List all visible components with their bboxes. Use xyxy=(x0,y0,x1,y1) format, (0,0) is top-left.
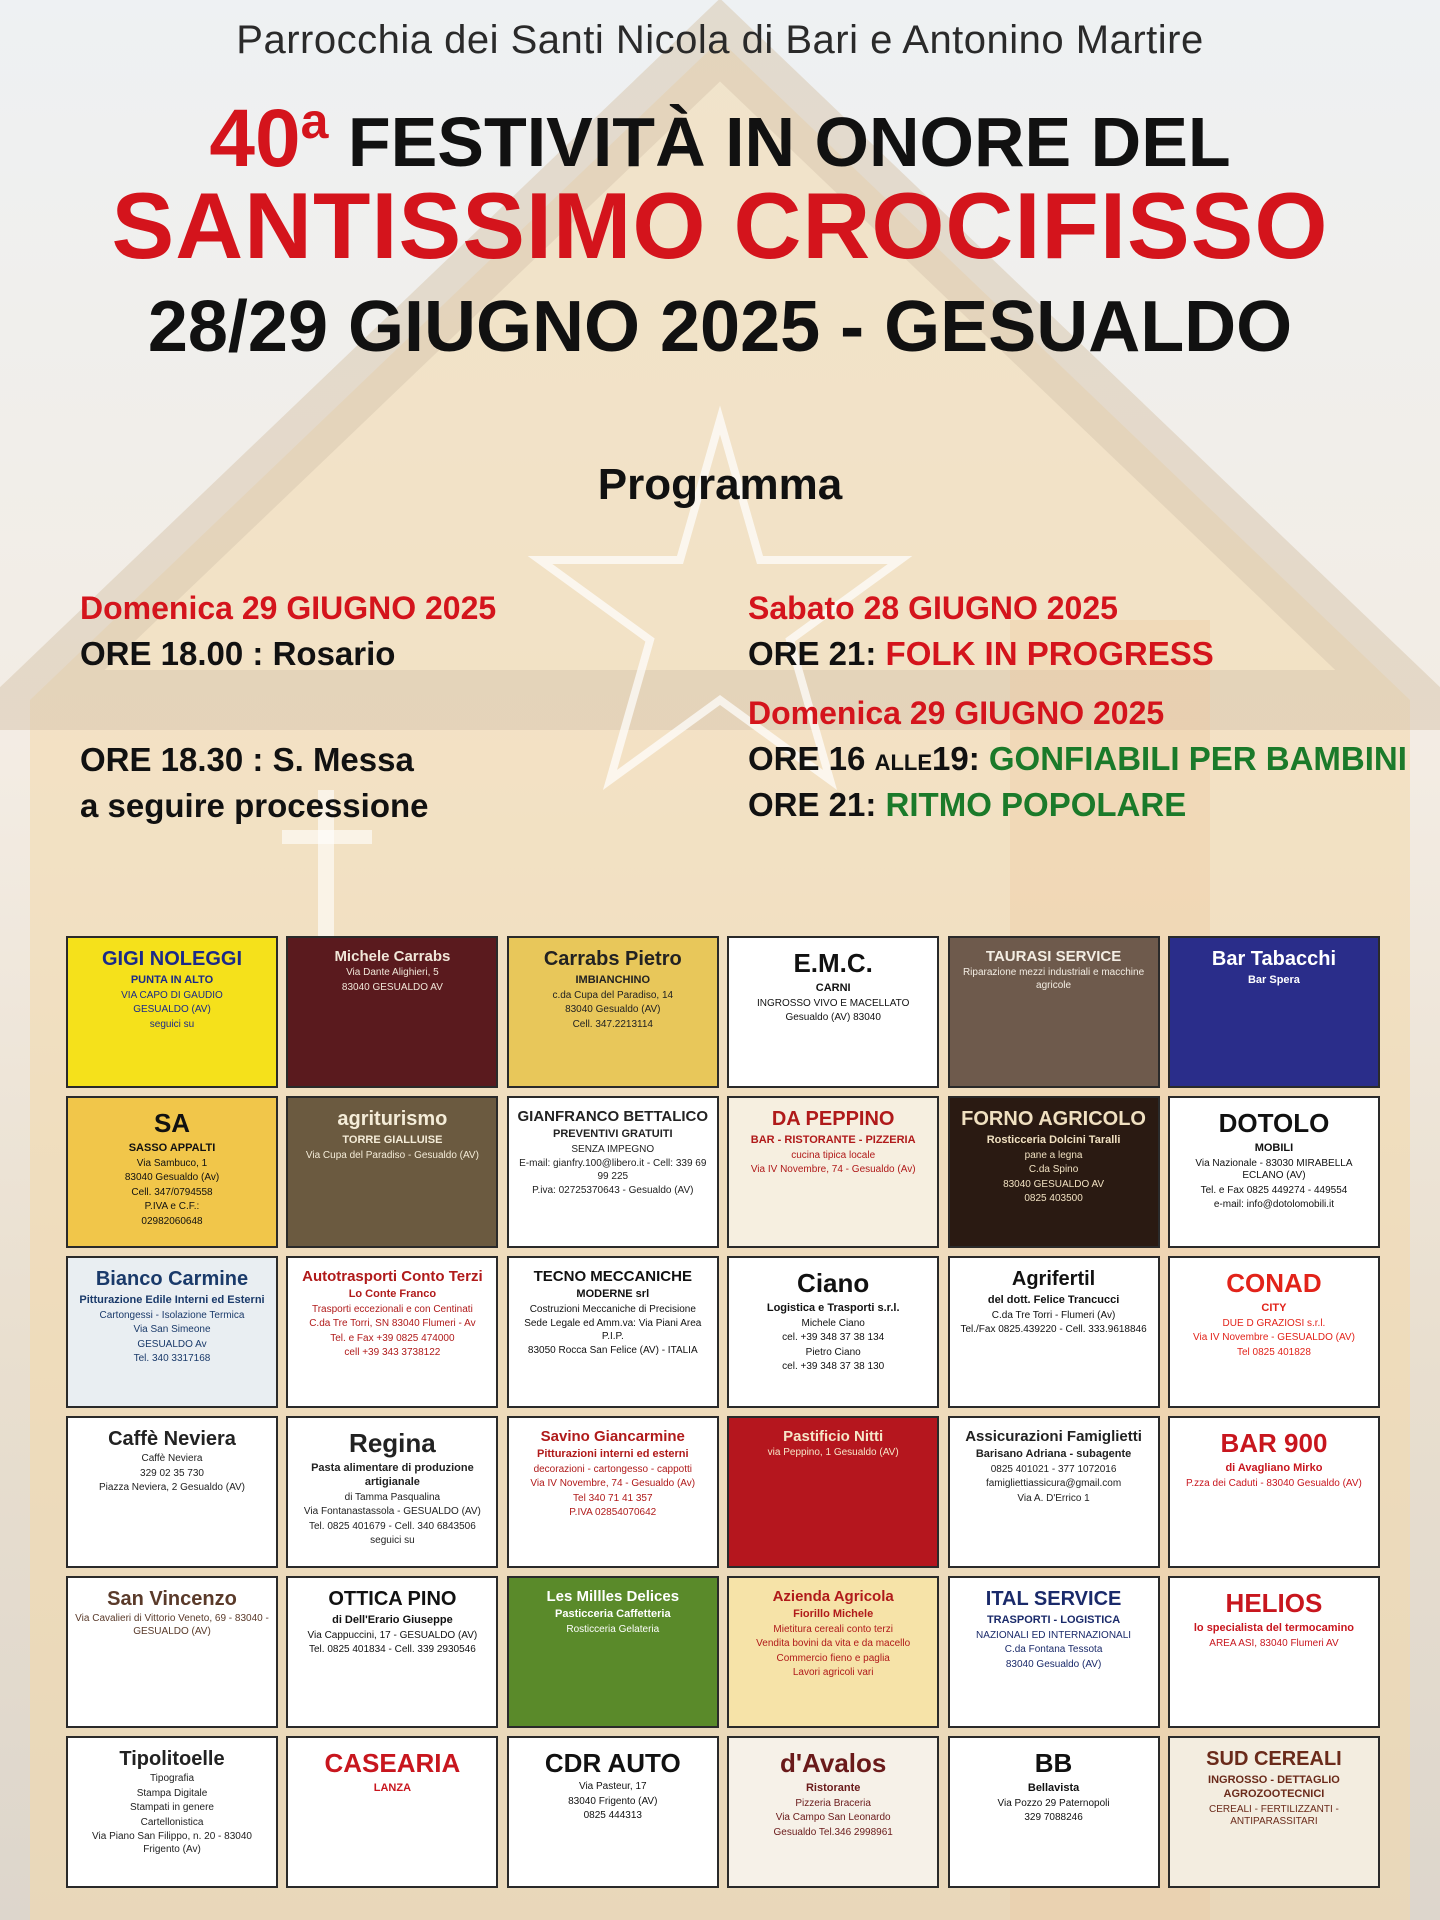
edition-number: 40 xyxy=(209,93,301,184)
sponsor-line: Via Piano San Filippo, n. 20 - 83040 Frigento (Av) xyxy=(92,1831,252,1855)
sponsor-subtitle: del dott. Felice Trancucci xyxy=(987,1294,1120,1306)
sponsor-subtitle: Pitturazione Edile Interni ed Esterni xyxy=(79,1294,265,1306)
sponsor-line: 83040 Frigento (AV) xyxy=(568,1795,658,1807)
sponsor-subtitle: Barisano Adriana - subagente xyxy=(975,1448,1132,1460)
sponsor-line: Vendita bovini da vita e da macello xyxy=(756,1638,911,1650)
sponsor-title: Michele Carrabs xyxy=(334,948,451,965)
event-label: GONFIABILI PER BAMBINI xyxy=(988,740,1407,777)
sponsor-line: Gesualdo (AV) 83040 xyxy=(785,1012,881,1024)
sponsor-line: Tipografia xyxy=(149,1773,195,1784)
sponsor-line: Tel. 0825 401834 - Cell. 339 2930546 xyxy=(308,1644,476,1656)
title-date-place: 28/29 GIUGNO 2025 - GESUALDO xyxy=(147,287,1293,367)
sponsor-line: C.da Tre Torri - Flumeri (Av) xyxy=(991,1309,1116,1321)
sponsor-line: Via Cupa del Paradiso - Gesualdo (AV) xyxy=(305,1149,479,1161)
sponsor-subtitle: IMBIANCHINO xyxy=(575,974,651,986)
sponsor-title: FORNO AGRICOLO xyxy=(961,1108,1146,1130)
sponsor-title: ITAL SERVICE xyxy=(985,1588,1122,1610)
sponsor-subtitle: Bar Spera xyxy=(1247,974,1300,986)
sponsor-subtitle: PREVENTIVI GRATUITI xyxy=(552,1128,673,1140)
sponsor-title: Autotrasporti Conto Terzi xyxy=(302,1268,483,1285)
sponsor-line: GESUALDO Av xyxy=(137,1338,207,1350)
sponsor-subtitle: Pasticceria Caffetteria xyxy=(555,1608,671,1620)
event-time-end: 19: xyxy=(932,740,980,777)
program-right-column xyxy=(748,590,1407,824)
sponsor-title: TAURASI SERVICE xyxy=(985,948,1122,965)
sponsor-line: Tel./Fax 0825.439220 - Cell. 333.9618846 xyxy=(960,1324,1147,1336)
sponsor-line: Gesualdo Tel.346 2998961 xyxy=(773,1826,893,1838)
sponsor-line: INGROSSO VIVO E MACELLATO xyxy=(756,997,910,1009)
sponsor-card xyxy=(507,936,719,1088)
sponsor-title: OTTICA PINO xyxy=(328,1588,457,1610)
sponsor-subtitle: INGROSSO - DETTAGLIO AGROZOOTECNICI xyxy=(1208,1774,1340,1800)
sponsor-subtitle: Logistica e Trasporti s.r.l. xyxy=(766,1302,900,1314)
sponsor-card xyxy=(1168,1096,1380,1248)
sponsor-subtitle: lo specialista del termocamino xyxy=(1193,1622,1355,1634)
sponsor-line: Pizzeria Braceria xyxy=(795,1797,871,1809)
event-note: a seguire processione xyxy=(80,787,429,824)
event-label: S. Messa xyxy=(272,741,414,778)
event-label: RITMO POPOLARE xyxy=(885,786,1187,823)
sponsor-title: Regina xyxy=(349,1428,436,1458)
sponsor-title: Assicurazioni Famiglietti xyxy=(965,1428,1142,1445)
sponsor-card xyxy=(1168,1256,1380,1408)
sponsor-subtitle: TRASPORTI - LOGISTICA xyxy=(986,1614,1121,1626)
sponsor-line: AREA ASI, 83040 Flumeri AV xyxy=(1209,1637,1339,1649)
sponsor-line: Trasporti eccezionali e con Centinati xyxy=(311,1303,473,1315)
sponsor-line: Via A. D'Errico 1 xyxy=(1017,1492,1090,1504)
sponsor-line: Cell. 347/0794558 xyxy=(131,1186,213,1198)
sponsor-card xyxy=(286,1416,498,1568)
sponsor-card xyxy=(1168,1736,1380,1888)
sponsor-line: Via Sambuco, 1 xyxy=(136,1157,208,1169)
event-time: ORE 21: xyxy=(748,635,877,672)
sponsor-card xyxy=(1168,936,1380,1088)
sponsor-card xyxy=(727,1096,939,1248)
sponsor-line: P.IVA e C.F.: xyxy=(144,1201,200,1213)
sponsor-line: Michele Ciano xyxy=(801,1317,865,1329)
sponsor-line: Costruzioni Meccaniche di Precisione xyxy=(529,1303,696,1315)
event-folk xyxy=(748,635,1388,673)
sponsor-card xyxy=(948,936,1160,1088)
sponsor-card xyxy=(727,936,939,1088)
sponsor-line: Lavori agricoli vari xyxy=(792,1667,874,1679)
sponsor-title: E.M.C. xyxy=(793,948,873,978)
sponsor-subtitle: Ristorante xyxy=(805,1782,861,1794)
sponsor-line: Via San Simeone xyxy=(133,1324,211,1336)
event-gonfiabili xyxy=(748,740,1407,778)
sponsor-line: Cell. 347.2213114 xyxy=(572,1018,653,1030)
sponsor-line: via Peppino, 1 Gesualdo (AV) xyxy=(767,1447,899,1458)
sponsor-title: agriturismo xyxy=(337,1108,448,1130)
sponsor-card xyxy=(948,1576,1160,1728)
sponsor-line: seguici su xyxy=(149,1018,195,1030)
sponsor-line: 0825 401021 - 377 1072016 xyxy=(990,1463,1117,1475)
sponsor-line: 02982060648 xyxy=(141,1215,203,1227)
sponsor-title: Azienda Agricola xyxy=(772,1588,894,1605)
sponsor-card xyxy=(507,1256,719,1408)
program-left-column xyxy=(80,590,640,825)
sponsor-line: DUE D GRAZIOSI s.r.l. xyxy=(1222,1317,1326,1329)
sponsor-line: Piazza Neviera, 2 Gesualdo (AV) xyxy=(99,1482,245,1493)
sponsor-line: SENZA IMPEGNO xyxy=(571,1143,655,1155)
sponsor-subtitle: Bellavista xyxy=(1027,1782,1080,1794)
event-ritmo xyxy=(748,786,1388,824)
sponsor-line: Via IV Novembre - GESUALDO (AV) xyxy=(1193,1332,1355,1344)
sponsor-card xyxy=(727,1576,939,1728)
sponsor-line: Commercio fieno e paglia xyxy=(776,1652,890,1664)
event-time: ORE 21: xyxy=(748,786,877,823)
sponsor-card xyxy=(507,1576,719,1728)
sponsor-card xyxy=(948,1416,1160,1568)
sponsor-subtitle: Fiorillo Michele xyxy=(793,1608,874,1620)
day-heading: Sabato 28 GIUGNO 2025 xyxy=(748,590,1118,626)
sponsor-line: Via Dante Alighieri, 5 xyxy=(346,967,439,978)
sponsor-title: Les Millles Delices xyxy=(546,1588,680,1605)
sponsor-title: d'Avalos xyxy=(779,1748,887,1778)
sponsor-card xyxy=(286,1576,498,1728)
event-label: Rosario xyxy=(272,635,396,672)
sponsor-card xyxy=(507,1416,719,1568)
sponsor-line: di Tamma Pasqualina xyxy=(344,1491,441,1503)
sponsor-line: 329 7088246 xyxy=(1024,1812,1083,1824)
sponsor-line: Caffè Neviera xyxy=(141,1453,203,1464)
sponsor-title: CDR AUTO xyxy=(544,1748,681,1778)
sponsor-line: Tel. 340 3317168 xyxy=(133,1353,211,1365)
sponsor-subtitle: di Avagliano Mirko xyxy=(1225,1462,1323,1474)
sponsor-subtitle: CITY xyxy=(1261,1302,1287,1314)
sponsor-card xyxy=(727,1256,939,1408)
sponsor-card xyxy=(727,1416,939,1568)
sponsor-line: P.IVA 02854070642 xyxy=(569,1507,657,1519)
sponsor-line: C.da Fontana Tessota xyxy=(1004,1644,1103,1656)
sponsor-line: Riparazione mezzi industriali e macchine agricole xyxy=(962,967,1145,991)
sponsor-line: Via IV Novembre, 74 - Gesualdo (Av) xyxy=(530,1478,696,1490)
sponsor-line: CEREALI - FERTILIZZANTI - ANTIPARASSITARI xyxy=(1209,1803,1339,1827)
sponsor-line: NAZIONALI ED INTERNAZIONALI xyxy=(976,1629,1132,1641)
sponsor-title: Ciano xyxy=(797,1268,870,1298)
sponsor-title: HELIOS xyxy=(1225,1588,1323,1618)
sponsor-line: 83040 Gesualdo (AV) xyxy=(565,1004,661,1016)
sponsor-subtitle: SASSO APPALTI xyxy=(128,1142,216,1154)
title-part1: FESTIVITÀ IN ONORE DEL xyxy=(347,103,1231,181)
sponsor-line: 83040 Gesualdo (Av) xyxy=(124,1172,220,1184)
sponsor-line: seguici su xyxy=(370,1535,415,1546)
sponsor-line: Via Cappuccini, 17 - GESUALDO (AV) xyxy=(307,1629,478,1641)
sponsor-title: DA PEPPINO xyxy=(771,1108,895,1130)
sponsor-line: Cartongessi - Isolazione Termica xyxy=(99,1309,245,1321)
sponsor-title: TECNO MECCANICHE xyxy=(533,1268,692,1285)
sponsor-line: P.iva: 02725370643 - Gesualdo (AV) xyxy=(532,1185,694,1197)
sponsor-subtitle: Rosticceria Dolcini Taralli xyxy=(986,1134,1121,1146)
sponsor-line: c.da Cupa del Paradiso, 14 xyxy=(552,989,674,1001)
sponsor-line: Cartellonistica xyxy=(140,1816,204,1828)
sponsor-card xyxy=(948,1736,1160,1888)
sponsor-line: Via IV Novembre, 74 - Gesualdo (Av) xyxy=(750,1164,916,1176)
sponsor-line: Via Pasteur, 17 xyxy=(578,1781,647,1792)
sponsor-title: Bar Tabacchi xyxy=(1211,948,1337,970)
sponsor-title: Pastificio Nitti xyxy=(783,1428,884,1445)
event-time: ORE 18.00 : xyxy=(80,635,264,672)
sponsor-title: CASEARIA xyxy=(324,1748,461,1778)
sponsor-line: 0825 403500 xyxy=(1024,1193,1083,1205)
sponsor-line: C.da Spino xyxy=(1028,1164,1079,1176)
sponsor-line: 83050 Rocca San Felice (AV) - ITALIA xyxy=(527,1345,698,1357)
sponsor-line: 83040 Gesualdo (AV) xyxy=(1005,1658,1102,1670)
event-time: ORE 16 xyxy=(748,740,866,777)
sponsor-line: Pietro Ciano xyxy=(805,1346,861,1358)
sponsor-line: VIA CAPO DI GAUDIO xyxy=(121,989,223,1001)
sponsor-card xyxy=(948,1256,1160,1408)
sponsor-card xyxy=(66,1416,278,1568)
sponsor-subtitle: BAR - RISTORANTE - PIZZERIA xyxy=(750,1134,916,1146)
sponsor-subtitle: LANZA xyxy=(373,1782,412,1794)
sponsor-subtitle: MOBILI xyxy=(1254,1142,1294,1154)
sponsor-line: Tel. 0825 401679 - Cell. 340 6843506 xyxy=(308,1520,476,1532)
sponsor-subtitle: Lo Conte Franco xyxy=(348,1288,437,1300)
sponsor-line: E-mail: gianfry.100@libero.it - Cell: 339 69 99 225 xyxy=(519,1158,707,1182)
parish-name: Parrocchia dei Santi Nicola di Bari e Antonino Martire xyxy=(236,18,1204,62)
sponsor-card xyxy=(948,1096,1160,1248)
sponsor-card xyxy=(286,1736,498,1888)
sponsor-title: DOTOLO xyxy=(1218,1108,1330,1138)
day-heading: Domenica 29 GIUGNO 2025 xyxy=(80,590,497,626)
sponsor-card xyxy=(66,936,278,1088)
sponsor-subtitle: Pitturazioni interni ed esterni xyxy=(536,1448,689,1460)
sponsor-title: Caffè Neviera xyxy=(108,1428,236,1450)
sponsor-line: cucina tipica locale xyxy=(791,1149,876,1161)
sponsor-line: 83040 GESUALDO AV xyxy=(1003,1178,1105,1190)
event-time: ORE 18.30 : xyxy=(80,741,264,778)
sponsor-card xyxy=(286,1096,498,1248)
sponsor-title: Tipolitoelle xyxy=(119,1748,225,1770)
sponsor-line: cell +39 343 3738122 xyxy=(344,1347,441,1359)
sponsor-title: GIGI NOLEGGI xyxy=(101,948,242,970)
sponsor-subtitle: di Dell'Erario Giuseppe xyxy=(332,1614,453,1626)
sponsor-line: decorazioni - cartongesso - cappotti xyxy=(533,1463,692,1475)
event-messa xyxy=(80,741,640,779)
sponsor-title: SA xyxy=(153,1108,191,1138)
sponsor-line: 83040 GESUALDO AV xyxy=(341,981,443,993)
sponsor-line: Via Fontanastassola - GESUALDO (AV) xyxy=(303,1506,481,1517)
sponsor-title: SUD CEREALI xyxy=(1206,1748,1342,1770)
program-heading: Programma xyxy=(597,460,843,509)
sponsor-title: Bianco Carmine xyxy=(95,1268,249,1290)
sponsor-line: Rosticceria Gelateria xyxy=(566,1623,660,1635)
sponsor-line: Stampati in genere xyxy=(130,1802,214,1813)
sponsor-title: BB xyxy=(1034,1748,1073,1778)
sponsor-subtitle: PUNTA IN ALTO xyxy=(130,974,214,986)
sponsor-card xyxy=(66,1256,278,1408)
sponsor-line: Via Campo San Leonardo xyxy=(775,1812,891,1824)
title-main: SANTISSIMO CROCIFISSO xyxy=(111,173,1329,278)
sponsor-card xyxy=(286,936,498,1088)
sponsor-card xyxy=(507,1096,719,1248)
sponsor-line: P.zza dei Caduti - 83040 Gesualdo (AV) xyxy=(1186,1477,1362,1489)
sponsor-line: GESUALDO (AV) xyxy=(133,1004,211,1016)
sponsor-card xyxy=(1168,1576,1380,1728)
sponsor-line: pane a legna xyxy=(1024,1149,1083,1161)
day-heading: Domenica 29 GIUGNO 2025 xyxy=(748,695,1165,731)
sponsor-card xyxy=(286,1256,498,1408)
sponsor-card xyxy=(66,1736,278,1888)
sponsor-card xyxy=(507,1736,719,1888)
sponsor-line: Via Cavalieri di Vittorio Veneto, 69 - 83040 - GESUALDO (AV) xyxy=(75,1613,269,1637)
sponsor-subtitle: TORRE GIALLUISE xyxy=(342,1134,443,1146)
sponsor-card xyxy=(66,1096,278,1248)
sponsor-title: Carrabs Pietro xyxy=(543,948,682,970)
sponsor-line: Via Nazionale - 83030 MIRABELLA ECLANO (AV) xyxy=(1195,1157,1353,1182)
sponsor-line: 0825 444313 xyxy=(583,1810,642,1821)
sponsor-line: 329 02 35 730 xyxy=(140,1467,204,1479)
sponsor-line: e-mail: info@dotolomobili.it xyxy=(1213,1199,1335,1211)
sponsor-grid xyxy=(66,936,1380,1888)
event-rosario xyxy=(80,635,640,673)
sponsor-line: Mietitura cereali conto terzi xyxy=(773,1623,893,1635)
edition-suffix: a xyxy=(300,93,329,149)
sponsor-title: CONAD xyxy=(1226,1268,1322,1298)
event-time-mid: ALLE xyxy=(874,750,933,775)
sponsor-subtitle: CARNI xyxy=(815,982,851,994)
sponsor-line: Via Pozzo 29 Paternopoli xyxy=(997,1797,1110,1809)
sponsor-line: Tel. e Fax +39 0825 474000 xyxy=(330,1332,455,1344)
sponsor-line: Tel 340 71 41 357 xyxy=(573,1492,653,1504)
sponsor-line: Tel. e Fax 0825 449274 - 449554 xyxy=(1200,1184,1348,1196)
sponsor-title: BAR 900 xyxy=(1220,1428,1328,1458)
event-label: FOLK IN PROGRESS xyxy=(885,635,1214,672)
sponsor-title: Savino Giancarmine xyxy=(540,1428,685,1445)
sponsor-line: famigliettiassicura@gmail.com xyxy=(985,1478,1122,1490)
sponsor-card xyxy=(727,1736,939,1888)
sponsor-line: Tel 0825 401828 xyxy=(1236,1346,1311,1358)
sponsor-line: C.da Tre Torri, SN 83040 Flumeri - Av xyxy=(309,1318,476,1330)
sponsor-subtitle: MODERNE srl xyxy=(576,1288,650,1300)
sponsor-card xyxy=(66,1576,278,1728)
sponsor-card xyxy=(1168,1416,1380,1568)
sponsor-title: Agrifertil xyxy=(1011,1268,1096,1290)
sponsor-line: Sede Legale ed Amm.va: Via Piani Area P.I.P. xyxy=(524,1318,702,1342)
sponsor-title: San Vincenzo xyxy=(107,1588,237,1610)
sponsor-line: cel. +39 348 37 38 130 xyxy=(782,1361,885,1373)
sponsor-subtitle: Pasta alimentare di produzione artigianale xyxy=(311,1462,474,1488)
sponsor-title: GIANFRANCO BETTALICO xyxy=(517,1108,709,1125)
sponsor-line: cel. +39 348 37 38 134 xyxy=(782,1332,885,1344)
sponsor-line: Stampa Digitale xyxy=(136,1787,208,1799)
